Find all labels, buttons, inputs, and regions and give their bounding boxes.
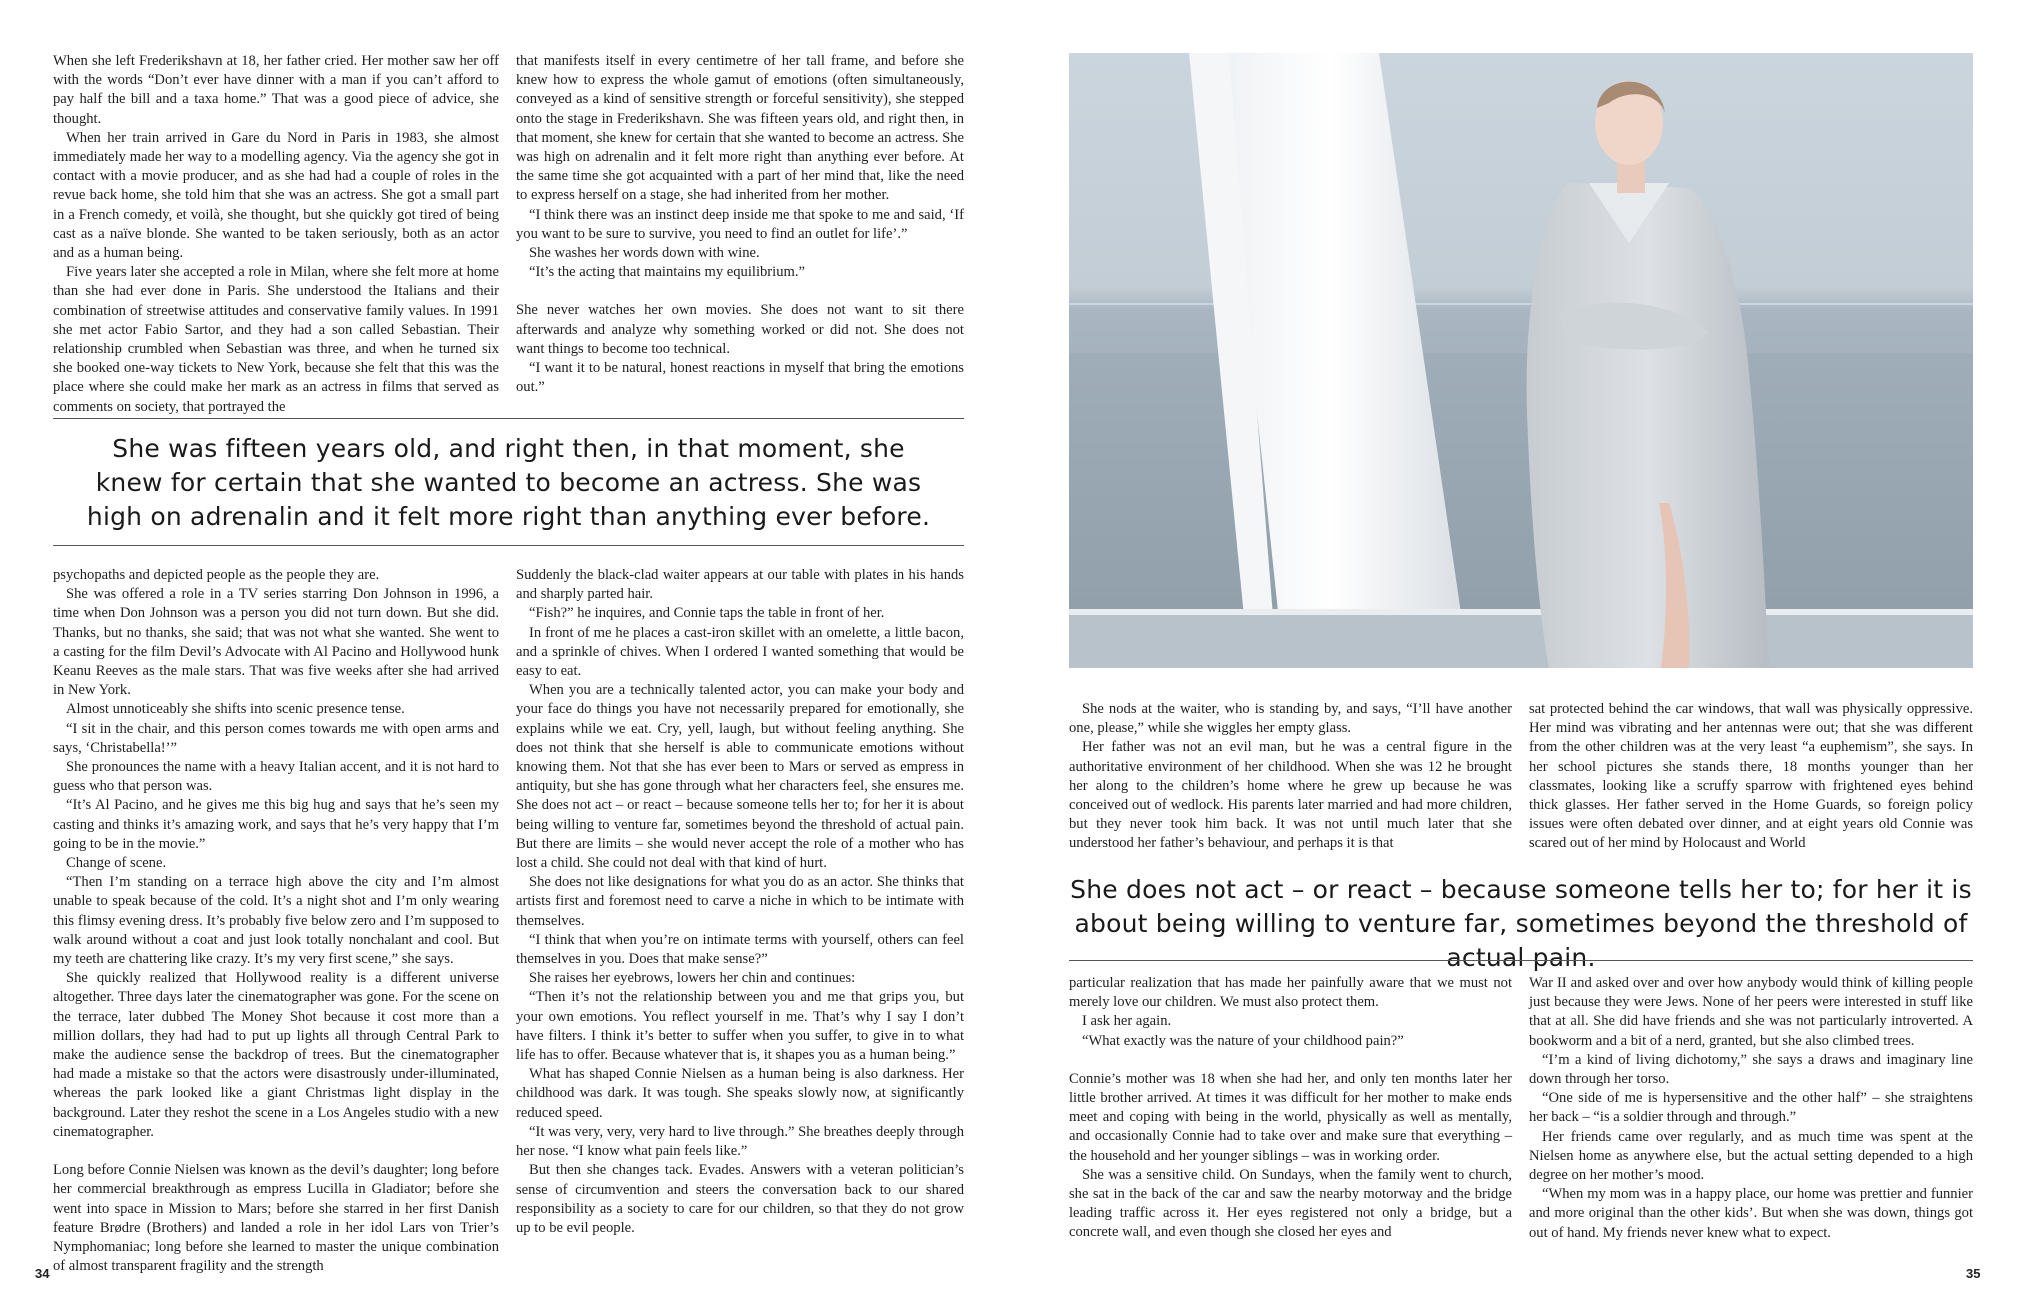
- pull-quote-right: She does not act – or react – because someone tells her to; for her it is about being willing to venture far, sometimes beyond the threshold of actual pain.: [1070, 875, 1972, 972]
- paragraph: She was a sensitive child. On Sundays, when the family went to church, she sat in the back of the car and saw the nearby motorway and the bridge leading traffic across it. Her eyes registered not only a bridge, but a concrete wall, and even though she closed her eyes and: [1069, 1166, 1512, 1241]
- page-number-left: 34: [35, 1266, 50, 1281]
- paragraph: What has shaped Connie Nielsen as a human being is also darkness. Her childhood was dark. It was tough. She speaks slowly now, at significantly reduced speed.: [516, 1066, 964, 1121]
- paragraph: “I’m a kind of living dichotomy,” she says a draws and imaginary line down through her torso.: [1529, 1051, 1973, 1088]
- woman-in-grey-coat-by-sea-photo: [1069, 53, 1973, 668]
- right-col2-bottom: [1529, 974, 1973, 1243]
- paragraph: She washes her words down with wine.: [529, 245, 760, 262]
- paragraph: “It’s the acting that maintains my equilibrium.”: [529, 264, 805, 281]
- paragraph: Her father was not an evil man, but he was a central figure in the authoritative environment of her childhood. When she was 12 he brought her along to the children’s home where he grew up because he was conceived out of wedlock. His parents later married and had more children, but they never took him back. It was not until much later that she understood her father’s behaviour, and perhaps it is that: [1069, 739, 1512, 852]
- paragraph: Her friends came over regularly, and as much time was spent at the Nielsen home as anywhere else, but the actual setting depended to a high degree on her mother’s mood.: [1529, 1128, 1973, 1184]
- paragraph: “It’s Al Pacino, and he gives me this big hug and says that he’s seen my casting and thinks it’s amazing work, and says that he’s very happy that I’m going to be in the movie.”: [53, 797, 499, 852]
- left-col2-top: [516, 52, 964, 397]
- paragraph: Change of scene.: [66, 855, 167, 872]
- right-col1-top: [1069, 700, 1512, 854]
- paragraph: She raises her eyebrows, lowers her chin and continues:: [529, 970, 856, 987]
- paragraph: Five years later she accepted a role in Milan, where she felt more at home than she had ever done in Paris. She understood the Italians and their combination of streetwise attitudes and conservative family values. In 1991 she met actor Fabio Sartor, and they had a son called Sebastian. Their relationship crumbled when Sebastian was three, and when he turned six she booked one-way tickets to New York, because she felt that this was the place where she could make her mark as an actress in films that served as comments on society, that portrayed the: [53, 264, 499, 415]
- paragraph: But then she changes tack. Evades. Answers with a veteran politician’s sense of circumvention and steers the conversation back to our shared responsibility as a society to care for our children, so that they do not grow up to be evil people.: [516, 1162, 964, 1236]
- paragraph: “I think there was an instinct deep inside me that spoke to me and said, ‘If you want to be sure to survive, you need to find an outlet for life’.”: [516, 206, 964, 242]
- right-col2-top: [1529, 700, 1973, 854]
- paragraph: “When my mom was in a happy place, our home was prettier and funnier and more original than the other kids’. But when she was down, things got out of hand. My friends never knew what to expect.: [1529, 1186, 1973, 1241]
- paragraph: “What exactly was the nature of your childhood pain?”: [1082, 1032, 1404, 1049]
- paragraph: that manifests itself in every centimetre of her tall frame, and before she knew how to express the whole gamut of emotions (often simultaneously, conveyed as a kind of sensitive strength or forceful sensitivity), she stepped onto the stage in Frederikshavn. She was fifteen years old, and right then, in that moment, she knew for certain that she wanted to become an actress. She was high on adrenalin and it felt more right than anything ever before. At the same time she got acquainted with a part of her mind that, like the need to express herself on a stage, she had inherited from her mother.: [516, 53, 964, 204]
- page-number-right: 35: [1966, 1266, 1981, 1281]
- paragraph: Connie’s mother was 18 when she had her, and only ten months later her little brother arrived. At times it was difficult for her mother to make ends meet and coping with being in the world, physically as well as mentally, and occasionally Connie had to take over and make sure that everything – the household and her younger siblings – was in working order.: [1069, 1070, 1512, 1164]
- pull-quote-left: She was fifteen years old, and right then, in that moment, she knew for certain that she wanted to become an actress. She was high on adrenalin and it felt more right than anything ever before.: [86, 434, 931, 531]
- paragraph: When she left Frederikshavn at 18, her father cried. Her mother saw her off with the words “Don’t ever have dinner with a man if you can’t afford to pay half the bill and a taxa home.” That was a good piece of advice, she thought.: [53, 53, 499, 127]
- paragraph: “Fish?” he inquires, and Connie taps the table in front of her.: [529, 605, 885, 622]
- pull-quote-rule-right: [1069, 960, 1973, 961]
- paragraph: Suddenly the black-clad waiter appears at our table with plates in his hands and sharply parted hair.: [516, 567, 964, 603]
- paragraph: She was offered a role in a TV series starring Don Johnson in 1996, a time when Don Johnson was a person you did not turn down. But she did. Thanks, but no thanks, she said; that was not what she wanted. She went to a casting for the film Devil’s Advocate with Al Pacino and Hollywood hunk Keanu Reeves as the male stars. That was five weeks after she had arrived in New York.: [53, 586, 499, 699]
- left-col1-bottom: [53, 566, 499, 1276]
- paragraph: When her train arrived in Gare du Nord in Paris in 1983, she almost immediately made her way to a modelling agency. Via the agency she got in contact with a movie producer, and as she had had a couple of roles in the revue back home, she told him that she was an actress. She got a small part in a French comedy, et voilà, she thought, but she quickly got tired of being cast as a naïve blonde. She wanted to be taken seriously, both as an actor and as a human being.: [53, 129, 499, 262]
- paragraph: She does not like designations for what you do as an actor. She thinks that artists first and foremost need to carve a niche in which to be intimate with themselves.: [516, 874, 964, 929]
- pull-quote-rule-bottom: [53, 545, 964, 546]
- paragraph: In front of me he places a cast-iron skillet with an omelette, a little bacon, and a sprinkle of chives. When I ordered I wanted something that would be easy to eat.: [516, 624, 964, 680]
- paragraph: She quickly realized that Hollywood reality is a different universe altogether. Three days later the cinematographer was gone. For the scene on the terrace, later dubbed The Money Shot because it cost more than a million dollars, they had had to put up lights all through Central Park to make the audience sense the backdrop of trees. But the cinematographer had made a mistake so that the actors were disastrously under-illuminated, whereas the park looked like a giant Christmas light display in the background. Later they reshot the scene in a Los Angeles studio with a new cinematographer.: [53, 970, 499, 1140]
- right-col1-bottom: [1069, 974, 1512, 1243]
- paragraph: “I want it to be natural, honest reactions in myself that bring the emotions out.”: [516, 360, 964, 396]
- paragraph: “I sit in the chair, and this person comes towards me with open arms and says, ‘Christabella!’”: [53, 720, 499, 756]
- paragraph: She nods at the waiter, who is standing by, and says, “I’ll have another one, please,” while she wiggles her empty glass.: [1069, 701, 1512, 737]
- paragraph: particular realization that has made her painfully aware that we must not merely love our children. We must also protect them.: [1069, 975, 1512, 1011]
- paragraph: “It was very, very, very hard to live through.” She breathes deeply through her nose. “I know what pain feels like.”: [516, 1123, 964, 1160]
- paragraph: When you are a technically talented actor, you can make your body and your face do things you have not necessarily prepared for emotionally, she explains while we eat. Cry, yell, laugh, but without feeling anything. She does not think that she herself is able to communicate emotions without knowing them. Not that she has ever been to Mars or served as empress in antiquity, but she has gone through what her characters feel, she ensures me. She does not act – or react – because someone tells her to; for her it is about being willing to venture far, sometimes beyond the threshold of actual pain. But there are limits – she would never accept the role of a mother who has lost a child. She could not deal with that kind of hurt.: [516, 682, 964, 872]
- paragraph: “I think that when you’re on intimate terms with yourself, others can feel themselves in you. Does that make sense?”: [516, 931, 964, 968]
- paragraph: Almost unnoticeably she shifts into scenic presence tense.: [66, 701, 405, 718]
- paragraph: She pronounces the name with a heavy Italian accent, and it is not hard to guess who that person was.: [53, 759, 499, 795]
- pull-quote-rule-top: [53, 418, 964, 419]
- paragraph: I ask her again.: [1082, 1013, 1172, 1030]
- paragraph: She never watches her own movies. She does not want to sit there afterwards and analyze why something worked or did not. She does not want things to become too technical.: [516, 302, 964, 357]
- paragraph: War II and asked over and over how anybody would think of killing people just because they were Jews. None of her peers were interested in stuff like that at all. She did have friends and she was not particularly introverted. A bookworm and a bit of a nerd, granted, but she also climbed trees.: [1529, 975, 1973, 1049]
- paragraph: “Then I’m standing on a terrace high above the city and I’m almost unable to speak because of the cold. It’s a night shot and I’m only wearing this flimsy evening dress. It’s probably five below zero and I’m supposed to walk around without a coat and just look totally nonchalant and cool. But my teeth are chattering like crazy. It’s my very first scene,” she says.: [53, 874, 499, 968]
- left-col1-top: [53, 52, 499, 417]
- paragraph: “Then it’s not the relationship between you and me that grips you, but your own emotions. You reflect yourself in me. That’s why I say I don’t have filters. I think it’s better to suffer when you suffer, to give in to what life has to offer. Because whatever that is, it shapes you as a human being.”: [516, 989, 964, 1064]
- paragraph: “One side of me is hypersensitive and the other half” – she straightens her back – “is a soldier through and through.”: [1529, 1090, 1973, 1126]
- paragraph: psychopaths and depicted people as the people they are.: [53, 567, 380, 583]
- left-col2-bottom: [516, 566, 964, 1238]
- paragraph: Long before Connie Nielsen was known as the devil’s daughter; long before her commercial breakthrough as empress Lucilla in Gladiator; before she went into space in Mission to Mars; before she starred in her first Danish feature Brødre (Brothers) and landed a role in her idol Lars von Trier’s Nymphomaniac; long before she learned to master the unique combination of almost transparent fragility and the strength: [53, 1162, 499, 1275]
- paragraph: sat protected behind the car windows, that wall was physically oppressive. Her mind was vibrating and her antennas were out; that she was different from the other children was at the very least “a euphemism”, she says. In her school pictures she stands there, 18 months younger than her classmates, looking like a scruffy sparrow with frightened eyes behind thick glasses. Her father served in the Home Guards, so foreign policy issues were often debated over dinner, and at eight years old Connie was scared out of her mind by Holocaust and World: [1529, 701, 1973, 852]
